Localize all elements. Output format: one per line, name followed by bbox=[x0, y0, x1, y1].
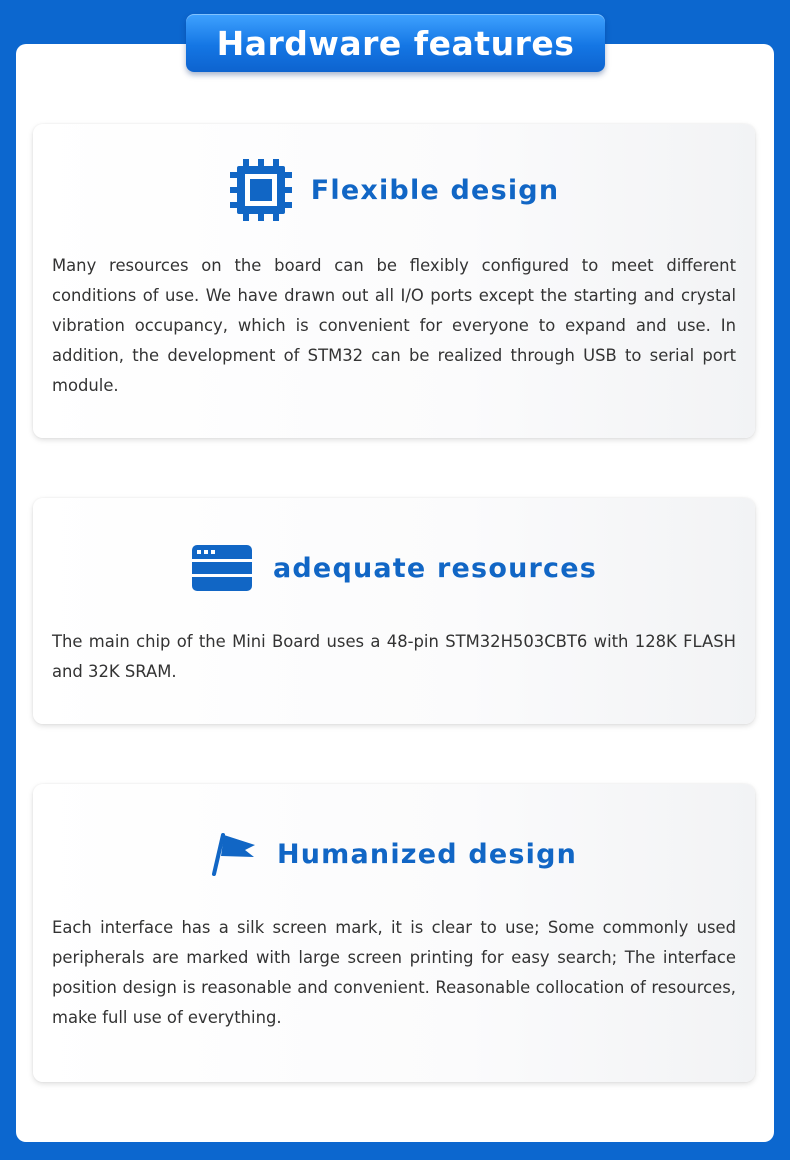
chip-icon bbox=[229, 158, 293, 222]
feature-title: adequate resources bbox=[272, 552, 598, 584]
feature-card-header bbox=[33, 824, 755, 884]
server-window-icon bbox=[191, 544, 253, 592]
feature-card-flexible-design bbox=[33, 124, 755, 438]
flag-icon bbox=[211, 832, 257, 876]
feature-card-header bbox=[33, 158, 755, 222]
feature-card-adequate-resources bbox=[33, 498, 755, 724]
feature-title: Humanized design bbox=[276, 838, 578, 870]
feature-title: Flexible design bbox=[310, 174, 560, 206]
title-badge bbox=[186, 14, 605, 72]
page-title: Hardware features bbox=[216, 23, 575, 63]
feature-description: Each interface has a silk screen mark, it is clear to use; Some commonly used peripherals are marked with large screen printing for easy search; The interface position design is reasonable and convenient. Reasonable collocation of resources, make full use of everything. bbox=[52, 918, 736, 1027]
feature-card-humanized-design bbox=[33, 784, 755, 1082]
feature-card-header bbox=[33, 538, 755, 598]
feature-description: The main chip of the Mini Board uses a 48-pin STM32H503CBT6 with 128K FLASH and 32K SRAM. bbox=[52, 632, 736, 681]
feature-description: Many resources on the board can be flexibly configured to meet different conditions of use. We have drawn out all I/O ports except the starting and crystal vibration occupancy, which is convenient for everyone to expand and use. In addition, the development of STM32 can be realized through USB to serial port module. bbox=[52, 256, 736, 395]
